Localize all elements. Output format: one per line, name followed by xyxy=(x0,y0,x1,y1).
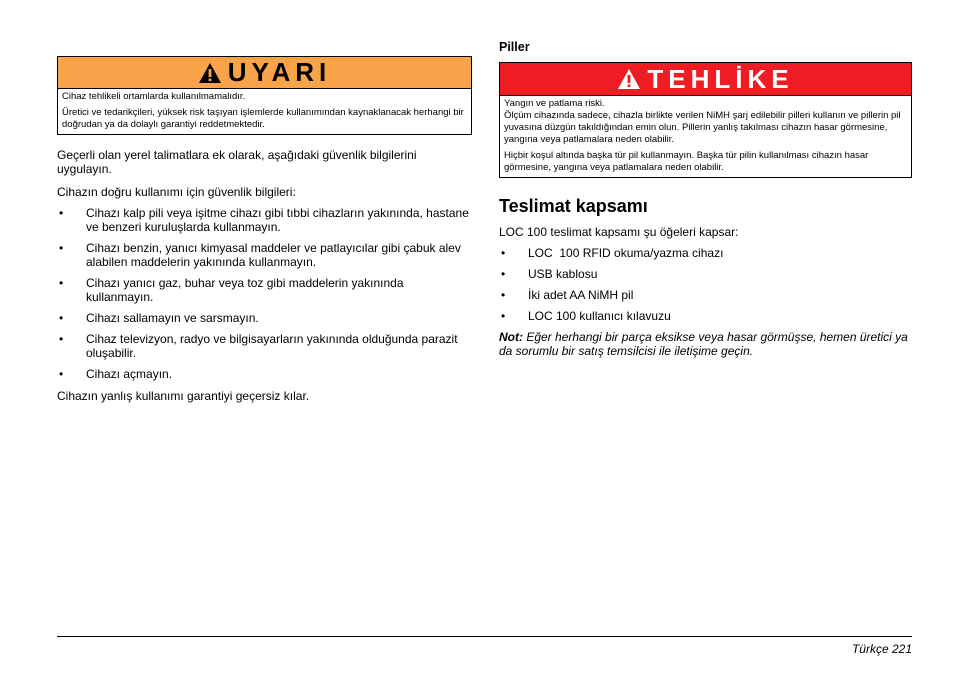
list-item: • Cihaz televizyon, radyo ve bilgisayarların yakınında olduğunda parazit oluşabilir. xyxy=(59,332,458,360)
delivery-list xyxy=(499,246,912,323)
warning-triangle-icon xyxy=(617,68,641,90)
bullet: • xyxy=(501,267,506,281)
note xyxy=(499,330,912,358)
danger-line-1: Yangın ve patlama riski. xyxy=(504,98,605,109)
warning-header xyxy=(58,57,471,89)
left-intro: Geçerli olan yerel talimatlara ek olarak, aşağıdaki güvenlik bilgilerini uygulayın. xyxy=(57,148,417,176)
list-item: • LOC 100 kullanıcı kılavuzu xyxy=(501,309,671,323)
danger-title: TEHLİKE xyxy=(647,63,794,94)
list-item: • Cihazı benzin, yanıcı kimyasal maddeler ve patlayıcılar gibi çabuk alev alabilen maddelerin yakınında kullanmayın. xyxy=(59,241,461,269)
safety-list xyxy=(57,206,472,381)
danger-body xyxy=(500,96,911,177)
list-item: • Cihazı açmayın. xyxy=(59,367,173,381)
list-item: • USB kablosu xyxy=(501,267,598,281)
section-label-piller: Piller xyxy=(499,40,530,54)
bullet: • xyxy=(501,246,506,260)
bullet: • xyxy=(59,332,64,346)
warning-body xyxy=(58,89,471,134)
bullet: • xyxy=(59,206,64,220)
delivery-heading: Teslimat kapsamı xyxy=(499,196,648,216)
list-item: • Cihazı kalp pili veya işitme cihazı gibi tıbbi cihazların yakınında, hastane ve benzeri kuruluşlarda kullanmayın. xyxy=(59,206,469,234)
left-closing: Cihazın yanlış kullanımı garantiyi geçersiz kılar. xyxy=(57,389,310,403)
bullet: • xyxy=(59,367,64,381)
danger-line-3: Hiçbir koşul altında başka tür pil kullanmayın. Başka tür pilin kullanılması cihazın hasar görmesine, yangına veya patlamalara neden olabilir. xyxy=(504,150,869,173)
left-list-title: Cihazın doğru kullanımı için güvenlik bilgileri: xyxy=(57,185,296,199)
bullet: • xyxy=(59,241,64,255)
warning-line-1: Cihaz tehlikeli ortamlarda kullanılmamalıdır. xyxy=(62,91,246,102)
list-item: • Cihazı yanıcı gaz, buhar veya toz gibi maddelerin yakınında kullanmayın. xyxy=(59,276,404,304)
warning-line-2: Üretici ve tedarikçileri, yüksek risk taşıyan işlemlerde kullanımından kaynaklanacak herhangi bir doğrudan ya da dolaylı garantiyi reddetmektedir. xyxy=(62,107,464,130)
left-column xyxy=(57,56,472,403)
warning-triangle-icon xyxy=(198,62,222,84)
note-label: Not: xyxy=(499,330,523,344)
note-text: Eğer herhangi bir parça eksikse veya hasar görmüşse, hemen üretici ya da sorumlu bir satış temsilcisi ile iletişime geçin. xyxy=(499,330,908,358)
page-number: Türkçe 221 xyxy=(851,642,912,656)
danger-line-2: Ölçüm cihazında sadece, cihazla birlikte verilen NiMH şarj edilebilir pilleri kullanın ve pillerin pil yuvasına düzgün takıldığından emin olun. Pillerin yanlış takılması cihazın hasar görmesine, yangına veya patlamalara neden olabilir. xyxy=(504,110,901,145)
bullet: • xyxy=(59,311,64,325)
right-column xyxy=(499,40,912,358)
bullet: • xyxy=(501,288,506,302)
danger-box xyxy=(499,62,912,178)
list-item: • İki adet AA NiMH pil xyxy=(501,288,634,302)
list-item: • LOC 100 RFID okuma/yazma cihazı xyxy=(501,246,724,260)
footer-divider xyxy=(57,636,912,637)
warning-box xyxy=(57,56,472,135)
list-item: • Cihazı sallamayın ve sarsmayın. xyxy=(59,311,259,325)
bullet: • xyxy=(501,309,506,323)
warning-title: UYARI xyxy=(227,57,332,87)
danger-header xyxy=(500,63,911,96)
bullet: • xyxy=(59,276,64,290)
delivery-intro: LOC 100 teslimat kapsamı şu öğeleri kapsar: xyxy=(499,225,739,239)
